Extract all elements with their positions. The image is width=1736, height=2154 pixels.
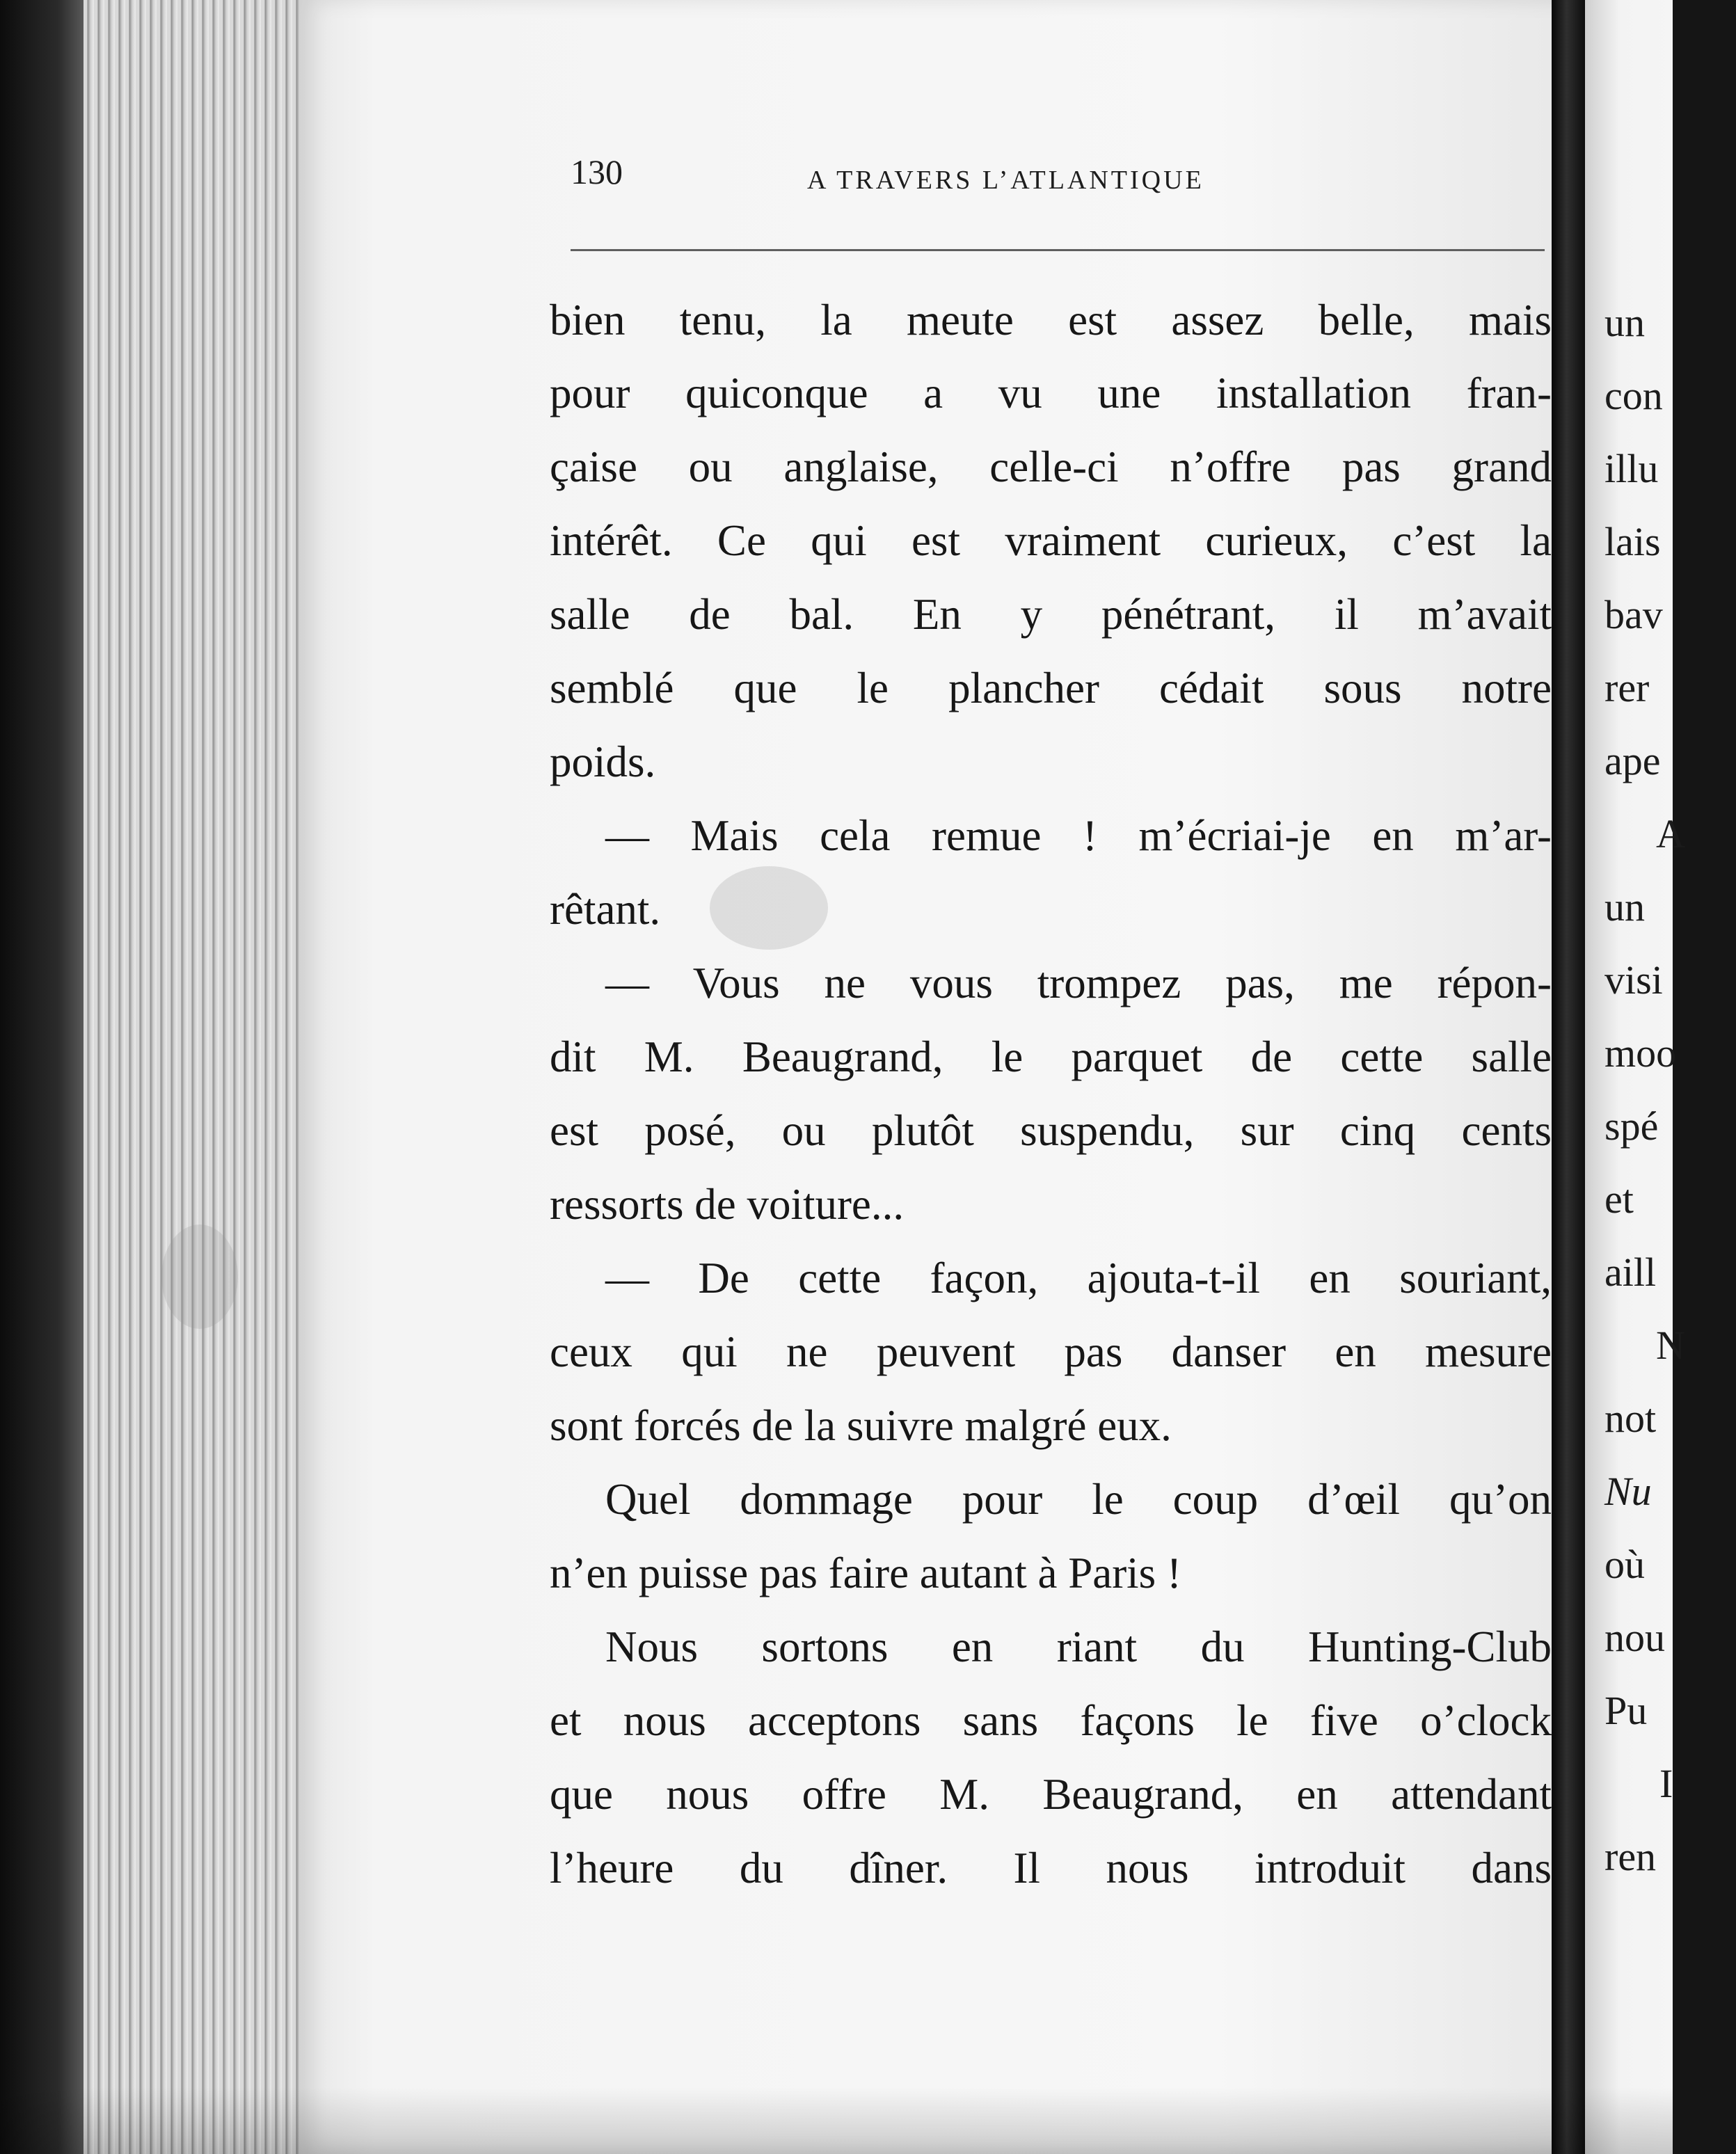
header-rule: [571, 249, 1545, 251]
right-page-text: un: [1604, 300, 1645, 345]
right-page-text: lais: [1604, 519, 1661, 564]
body-line: n’en puisse pas faire autant à Paris !: [550, 1549, 1181, 1597]
right-page-text: A: [1656, 811, 1685, 856]
right-page-text: Nu: [1604, 1469, 1652, 1514]
body-line: dit M. Beaugrand, le parquet de cette salle: [550, 1032, 1552, 1081]
left-book-shadow: [0, 0, 83, 2154]
right-page-text: bav: [1604, 592, 1663, 637]
body-line: est posé, ou plutôt suspendu, sur cinq cents: [550, 1106, 1552, 1155]
right-page-text: con: [1604, 373, 1663, 418]
right-page-text: I: [1659, 1761, 1673, 1806]
body-line: ressorts de voiture...: [550, 1180, 905, 1229]
body-line: çaise ou anglaise, celle-ci n’offre pas grand: [550, 442, 1552, 491]
body-line: poids.: [550, 737, 656, 786]
body-line: l’heure du dîner. Il nous introduit dans: [550, 1844, 1552, 1892]
right-page-text: ren: [1604, 1834, 1657, 1879]
body-line: salle de bal. En y pénétrant, il m’avait: [550, 590, 1552, 639]
page-number: 130: [571, 152, 623, 191]
running-title: A TRAVERS L’ATLANTIQUE: [807, 166, 1204, 195]
body-line: que nous offre M. Beaugrand, en attendant: [550, 1770, 1552, 1819]
right-page-text: ape: [1604, 738, 1661, 783]
right-page-text: illu: [1604, 446, 1659, 491]
right-page-text: moo: [1604, 1030, 1677, 1076]
right-page-text: Pu: [1604, 1688, 1648, 1733]
right-page-text: où: [1604, 1542, 1645, 1587]
bottom-shadow: [0, 2087, 1673, 2154]
body-line: pour quiconque a vu une installation fran-: [550, 369, 1552, 417]
body-line: bien tenu, la meute est assez belle, mais: [550, 296, 1552, 344]
body-line: rêtant.: [550, 885, 661, 934]
right-page-text: aill: [1604, 1250, 1657, 1295]
right-page-text: N: [1656, 1323, 1685, 1368]
body-line: Quel dommage pour le coup d’œil qu’on: [605, 1475, 1552, 1524]
page-header: [571, 154, 1545, 210]
body-line: et nous acceptons sans façons le five o’clock: [550, 1696, 1552, 1745]
body-line: — De cette façon, ajouta-t-il en souriant,: [605, 1254, 1552, 1302]
right-page-text: visi: [1604, 957, 1663, 1003]
right-page-text: not: [1604, 1396, 1657, 1441]
body-line: sont forcés de la suivre malgré eux.: [550, 1401, 1172, 1450]
page-edges: [83, 0, 306, 2154]
right-page-text: nou: [1604, 1615, 1665, 1660]
body-line: intérêt. Ce qui est vraiment curieux, c’est la: [550, 516, 1552, 565]
right-page-text: spé: [1604, 1103, 1659, 1149]
right-page-text: rer: [1604, 665, 1650, 710]
right-page-text: et: [1604, 1176, 1634, 1222]
body-line: ceux qui ne peuvent pas danser en mesure: [550, 1327, 1552, 1376]
body-line: semblé que le plancher cédait sous notre: [550, 664, 1552, 712]
body-line: — Vous ne vous trompez pas, me répon-: [605, 959, 1552, 1007]
paper-smudge: [161, 1224, 238, 1329]
book-gutter: [1552, 0, 1585, 2154]
right-page-text: un: [1604, 884, 1645, 930]
body-line: Nous sortons en riant du Hunting-Club: [605, 1622, 1552, 1671]
body-line: — Mais cela remue ! m’écriai-je en m’ar-: [605, 811, 1552, 860]
